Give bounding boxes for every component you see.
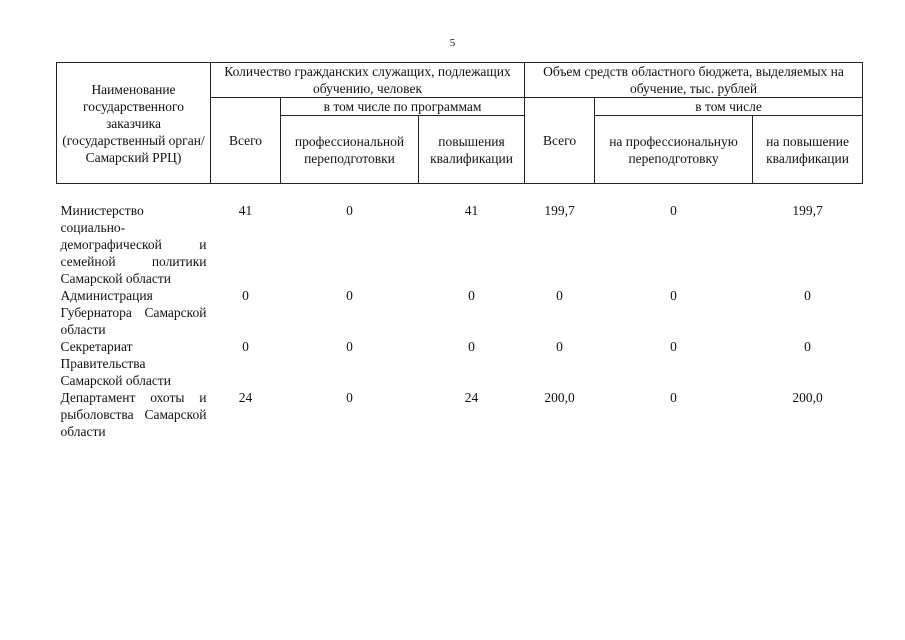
table-row (57, 389, 863, 440)
table-row (57, 287, 863, 338)
cell-prof: 0 (346, 203, 353, 218)
header-people-group: Количество гражданских служащих, подлежащих обучению, человек (211, 63, 525, 98)
header-budget-sub: в том числе (595, 98, 863, 116)
cell-budget-total: 0 (556, 288, 563, 303)
header-people-sub: в том числе по программам (281, 98, 525, 116)
cell-budget-total: 199,7 (544, 203, 575, 218)
header-budget-total: Всего (525, 98, 595, 184)
training-table (56, 62, 863, 440)
table-row (57, 338, 863, 389)
row-name: Администрация Губернатора Самарской области (60, 288, 207, 337)
cell-budget-prof: 0 (670, 339, 677, 354)
header-prof-people: профессиональной переподготовки (281, 116, 419, 184)
row-name: Секретариат Правительства Самарской области (60, 339, 172, 388)
cell-budget-qual: 0 (804, 288, 811, 303)
header-customer: Наименование государственного заказчика (государственный орган/Самарский РРЦ) (57, 63, 211, 184)
header-budget-group: Объем средств областного бюджета, выделяемых на обучение, тыс. рублей (525, 63, 863, 98)
cell-budget-qual: 199,7 (792, 203, 823, 218)
cell-budget-total: 200,0 (544, 390, 575, 405)
cell-budget-prof: 0 (670, 288, 677, 303)
cell-qual: 41 (464, 203, 479, 218)
row-name: Министерство социально-демографической и семейной политики Самарской области (60, 203, 207, 286)
cell-budget-total: 0 (556, 339, 563, 354)
cell-total: 24 (238, 390, 253, 405)
cell-qual: 0 (468, 288, 475, 303)
cell-budget-prof: 0 (670, 390, 677, 405)
header-people-total: Всего (211, 98, 281, 184)
cell-total: 0 (242, 339, 249, 354)
header-qual-people: повышения квалификации (419, 116, 525, 184)
cell-prof: 0 (346, 390, 353, 405)
cell-budget-qual: 200,0 (792, 390, 823, 405)
cell-total: 41 (238, 203, 253, 218)
cell-prof: 0 (346, 288, 353, 303)
row-name: Департамент охоты и рыболовства Самарской области (60, 390, 207, 439)
cell-prof: 0 (346, 339, 353, 354)
cell-qual: 24 (464, 390, 479, 405)
cell-budget-prof: 0 (670, 203, 677, 218)
cell-budget-qual: 0 (804, 339, 811, 354)
cell-total: 0 (242, 288, 249, 303)
header-prof-budget: на профессиональную переподготовку (595, 116, 753, 184)
page-number: 5 (449, 37, 456, 49)
header-qual-budget: на повышение квалификации (753, 116, 863, 184)
table-row (57, 202, 863, 287)
cell-qual: 0 (468, 339, 475, 354)
